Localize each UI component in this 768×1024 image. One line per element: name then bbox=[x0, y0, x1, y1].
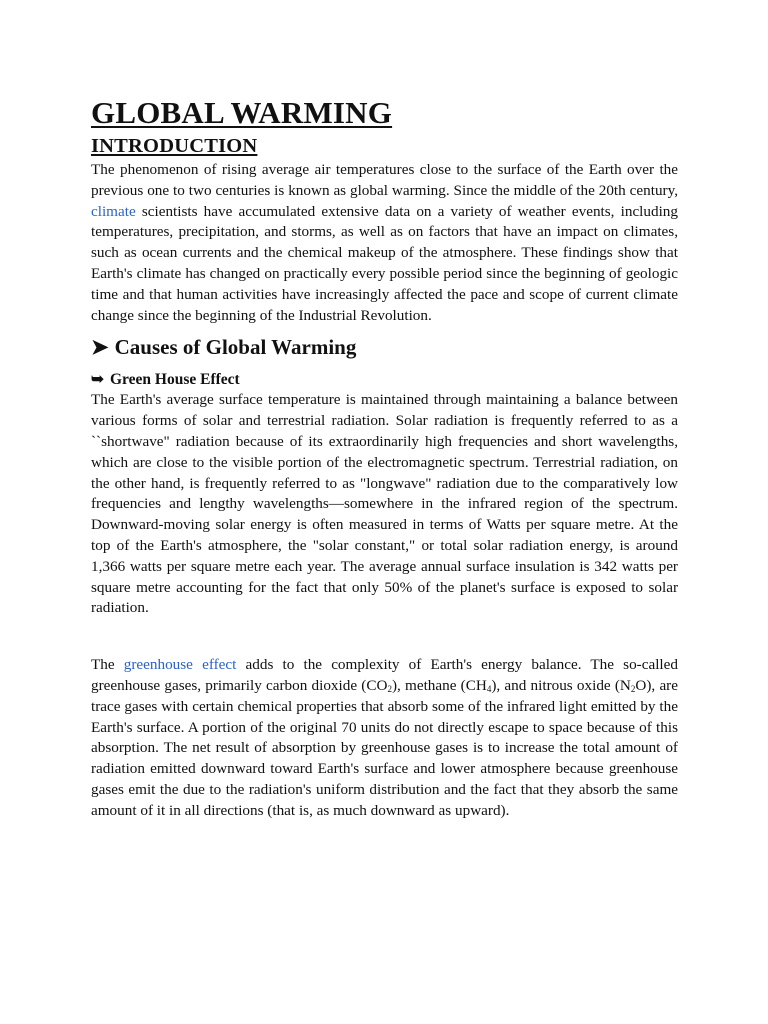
gh2-text-part2: adds to the complexity of Earth's energy balance. The so-called greenhouse gases, primarily carbon dioxide (CO bbox=[91, 656, 678, 694]
intro-text-part2: scientists have accumulated extensive data on a variety of weather events, including temperatures, precipitation, and storms, as well as on factors that have an impact on climates, such as ocean currents and the chemical makeup of the atmosphere. These findings show that Earth's climate has changed on practically every possible period since the beginning of geologic time and that human activities have increasingly affected the pace and scope of current climate change since the beginning of the Industrial Revolution. bbox=[91, 202, 678, 324]
arrowhead-bullet-icon: ➤ bbox=[91, 335, 109, 360]
gh2-text-part1: The bbox=[91, 656, 124, 674]
introduction-heading: INTRODUCTION bbox=[91, 135, 258, 157]
introduction-paragraph bbox=[91, 160, 678, 326]
document-title: GLOBAL WARMING bbox=[91, 95, 393, 130]
gh2-text-part3: ), methane (CH bbox=[391, 676, 487, 694]
document-page bbox=[91, 95, 678, 822]
greenhouse-paragraph-1: The Earth's average surface temperature is maintained through maintaining a balance between various forms of solar and terrestrial radiation. Solar radiation is frequently referred to as a ``shortwave" radiation because of its extraordinarily high frequencies and short wavelengths, which are close to the visible portion of the electromagnetic spectrum. Terrestrial radiation, on the other hand, is frequently referred to as "longwave" radiation due to the comparatively low frequencies and lengthy wavelengths—somewhere in the infrared region of the spectrum. Downward-moving solar energy is often measured in terms of Watts per square metre. At the top of the Earth's atmosphere, the "solar constant," or total solar radiation energy, is around 1,366 watts per square metre each year. The average annual surface insulation is 342 watts per square metre accounting for the fact that only 50% of the planet's surface is exposed to solar radiation. bbox=[91, 391, 678, 617]
intro-text-part1: The phenomenon of rising average air temperatures close to the surface of the Earth over the previous one to two centuries is known as global warming. Since the middle of the 20th century, bbox=[91, 161, 678, 199]
greenhouse-effect-link[interactable]: greenhouse effect bbox=[123, 656, 237, 674]
climate-link[interactable]: climate bbox=[91, 202, 136, 220]
n2o-subscript: 2 bbox=[630, 683, 636, 694]
paragraph-spacer bbox=[91, 619, 678, 655]
greenhouse-effect-heading bbox=[91, 370, 678, 390]
gh2-text-part5: O), are trace gases with certain chemical properties that absorb some of the infrared light emitted by the Earth's surface. A portion of the original 70 units do not directly escape to space because of this absorption. The net result of absorption by greenhouse gases is to increase the total amount of radiation emitted downward toward Earth's surface and lower atmosphere because greenhouse gases emit the due to the radiation's uniform distribution and the fact that they absorb the same amount of it in all directions (that is, as much downward as upward). bbox=[91, 676, 678, 819]
greenhouse-heading-text: Green House Effect bbox=[110, 371, 240, 389]
causes-heading-text: Causes of Global Warming bbox=[114, 335, 357, 360]
causes-heading bbox=[91, 334, 678, 361]
ch4-subscript: 4 bbox=[486, 683, 492, 694]
gh2-text-part4: ), and nitrous oxide (N bbox=[491, 676, 631, 694]
greenhouse-paragraph-2 bbox=[91, 655, 678, 821]
co2-subscript: 2 bbox=[387, 683, 392, 694]
curved-arrow-bullet-icon: ➥ bbox=[91, 371, 104, 389]
